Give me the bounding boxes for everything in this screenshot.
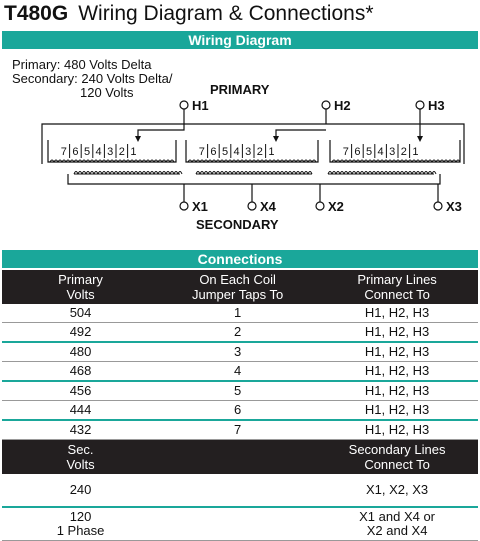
table-cell bbox=[159, 474, 316, 507]
coil2-tap-box bbox=[186, 140, 318, 162]
x2-label: X2 bbox=[328, 199, 344, 214]
column-header bbox=[2, 440, 159, 475]
column-header-line: Volts bbox=[66, 457, 95, 472]
column-header bbox=[316, 440, 478, 475]
tap-number: 4 bbox=[95, 146, 102, 158]
primary-header-row bbox=[2, 270, 478, 304]
table-cell: 3 bbox=[159, 342, 316, 362]
coil2-jumper bbox=[276, 130, 326, 138]
table-cell: 456 bbox=[2, 381, 159, 401]
table-cell: H1, H2, H3 bbox=[316, 342, 478, 362]
tap-numbers bbox=[61, 144, 419, 158]
secondary-spec-line-2: 120 Volts bbox=[80, 85, 134, 100]
table-cell: 432 bbox=[2, 420, 159, 440]
h2-terminal bbox=[322, 101, 330, 109]
x3-label: X3 bbox=[446, 199, 462, 214]
table-cell: 5 bbox=[159, 381, 316, 401]
column-header bbox=[316, 270, 478, 304]
page-title bbox=[4, 0, 374, 28]
table-cell bbox=[2, 507, 159, 541]
table-cell: H1, H2, H3 bbox=[316, 420, 478, 440]
tap-number: 7 bbox=[342, 146, 349, 158]
secondary-header-row bbox=[2, 440, 478, 475]
table-cell: 1 bbox=[159, 304, 316, 323]
tap-number: 6 bbox=[354, 146, 361, 158]
h2-label: H2 bbox=[334, 98, 351, 113]
table-cell: 444 bbox=[2, 401, 159, 421]
wiring-diagram-banner: Wiring Diagram bbox=[2, 31, 478, 49]
column-header-line: Jumper Taps To bbox=[191, 287, 284, 302]
coil1-jumper bbox=[138, 124, 184, 138]
tap-number: 5 bbox=[365, 146, 373, 158]
table-row bbox=[2, 323, 478, 343]
tap-number: 5 bbox=[83, 146, 91, 158]
table-cell-line: X2 and X4 bbox=[366, 523, 428, 538]
table-cell: H1, H2, H3 bbox=[316, 362, 478, 382]
tap-number: 4 bbox=[233, 146, 240, 158]
primary-frame-line bbox=[42, 124, 464, 164]
x1-terminal bbox=[180, 202, 188, 210]
table-cell: 7 bbox=[159, 420, 316, 440]
table-cell: H1, H2, H3 bbox=[316, 323, 478, 343]
primary-label: PRIMARY bbox=[210, 82, 270, 97]
table-cell-line: 120 bbox=[69, 509, 92, 524]
model-number: T480G bbox=[4, 2, 69, 25]
tap-number: 3 bbox=[389, 146, 396, 158]
x4-terminal bbox=[248, 202, 256, 210]
table-row bbox=[2, 507, 478, 541]
table-row bbox=[2, 474, 478, 507]
table-row bbox=[2, 304, 478, 323]
tap-number: 2 bbox=[256, 146, 263, 158]
table-cell: 480 bbox=[2, 342, 159, 362]
tap-number: 3 bbox=[107, 146, 114, 158]
table-row bbox=[2, 381, 478, 401]
coil1-arrow bbox=[135, 136, 141, 142]
x2-terminal bbox=[316, 202, 324, 210]
column-header-line: Sec. bbox=[67, 442, 94, 457]
x3-terminal bbox=[434, 202, 442, 210]
table-cell bbox=[2, 474, 159, 507]
table-cell bbox=[316, 507, 478, 541]
table-row bbox=[2, 362, 478, 382]
tap-number: 6 bbox=[72, 146, 79, 158]
column-header-line: Volts bbox=[66, 287, 95, 302]
column-header bbox=[159, 270, 316, 304]
column-header-line: Connect To bbox=[364, 287, 430, 302]
tap-number: 1 bbox=[130, 146, 137, 158]
column-header bbox=[159, 440, 316, 475]
table-cell-line: 1 Phase bbox=[56, 523, 105, 538]
secondary-spec-line-1: Secondary: 240 Volts Delta/ bbox=[12, 71, 173, 86]
tap-number: 1 bbox=[412, 146, 419, 158]
table-cell: H1, H2, H3 bbox=[316, 304, 478, 323]
table-row bbox=[2, 342, 478, 362]
table-cell bbox=[159, 507, 316, 541]
x1-label: X1 bbox=[192, 199, 208, 214]
coil3-arrow bbox=[417, 136, 423, 142]
column-header bbox=[2, 270, 159, 304]
secondary-windings bbox=[74, 172, 436, 175]
table-cell: 468 bbox=[2, 362, 159, 382]
table-cell: 2 bbox=[159, 323, 316, 343]
secondary-frame-line bbox=[68, 174, 440, 184]
tap-number: 2 bbox=[118, 146, 125, 158]
x4-label: X4 bbox=[260, 199, 276, 214]
tap-number: 2 bbox=[400, 146, 407, 158]
h1-terminal bbox=[180, 101, 188, 109]
h3-label: H3 bbox=[428, 98, 445, 113]
table-cell: H1, H2, H3 bbox=[316, 381, 478, 401]
table-row bbox=[2, 420, 478, 440]
table-row bbox=[2, 401, 478, 421]
h1-label: H1 bbox=[192, 98, 209, 113]
table-cell: H1, H2, H3 bbox=[316, 401, 478, 421]
page-subtitle: Wiring Diagram & Connections* bbox=[78, 2, 374, 25]
table-cell-line: X1, X2, X3 bbox=[366, 482, 429, 497]
h3-terminal bbox=[416, 101, 424, 109]
wiring-diagram bbox=[0, 50, 480, 245]
coil2-arrow bbox=[273, 136, 279, 142]
table-cell bbox=[316, 474, 478, 507]
connections-banner: Connections bbox=[2, 250, 478, 268]
connections-table bbox=[2, 270, 478, 541]
tap-number: 3 bbox=[245, 146, 252, 158]
column-header-line: Connect To bbox=[364, 457, 430, 472]
column-header-line: Primary Lines bbox=[357, 272, 437, 287]
column-header-line: Primary bbox=[58, 272, 103, 287]
column-header-line: Secondary Lines bbox=[348, 442, 446, 457]
table-cell-line: X1 and X4 or bbox=[359, 509, 436, 524]
table-cell: 492 bbox=[2, 323, 159, 343]
secondary-label: SECONDARY bbox=[196, 217, 279, 232]
tap-number: 7 bbox=[60, 146, 67, 158]
table-cell: 504 bbox=[2, 304, 159, 323]
tap-number: 4 bbox=[377, 146, 384, 158]
tap-number: 6 bbox=[210, 146, 217, 158]
tap-number: 7 bbox=[198, 146, 205, 158]
primary-spec: Primary: 480 Volts Delta bbox=[12, 57, 152, 72]
tap-number: 1 bbox=[268, 146, 275, 158]
table-cell-line: 240 bbox=[69, 482, 92, 497]
tap-number: 5 bbox=[221, 146, 229, 158]
column-header-line: On Each Coil bbox=[199, 272, 276, 287]
table-cell: 6 bbox=[159, 401, 316, 421]
table-cell: 4 bbox=[159, 362, 316, 382]
